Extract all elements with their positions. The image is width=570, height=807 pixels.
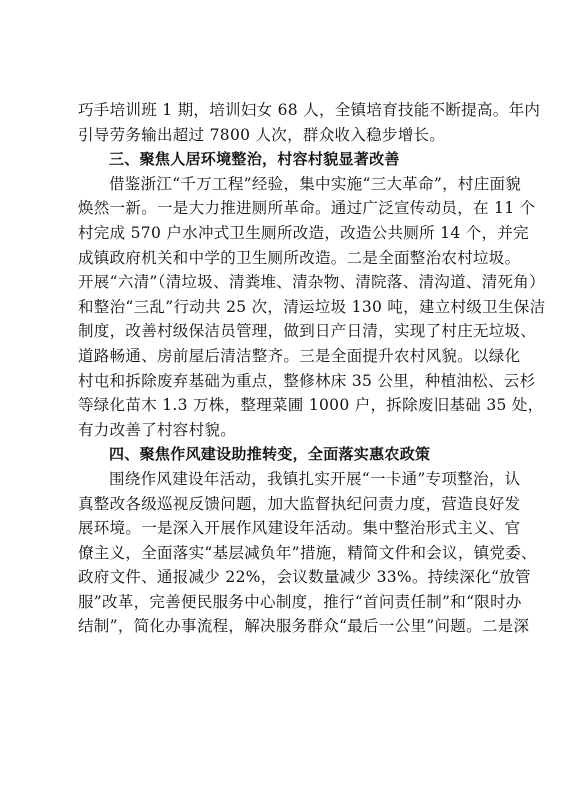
section-heading: 三、聚焦人居环境整治，村容村貌显著改善	[109, 150, 400, 169]
paragraph-line: 有力改善了村容村貌。	[78, 420, 237, 439]
paragraph-line: 服”改革，完善便民服务中心制度，推行“首问责任制”和“限时办	[78, 592, 522, 611]
paragraph-line: 展环境。一是深入开展作风建设年活动。集中整治形式主义、官	[78, 519, 521, 538]
paragraph-line: 道路畅通、房前屋后清洁整齐。三是全面提升农村风貌。以绿化	[78, 346, 521, 365]
paragraph-first-line: 借鉴浙江“千万工程”经验，集中实施“三大革命”，村庄面貌	[109, 174, 522, 193]
paragraph-line: 开展“六清”（清垃圾、清粪堆、清杂物、清院落、清沟道、清死角）	[78, 273, 545, 292]
paragraph-first-line: 围绕作风建设年活动，我镇扎实开展“一卡通”专项整治，认	[109, 469, 521, 488]
paragraph-line: 村完成 570 户水冲式卫生厕所改造，改造公共厕所 14 个，并完	[78, 223, 529, 242]
paragraph-line: 和整治“三乱”行动共 25 次，清运垃圾 130 吨，建立村级卫生保洁	[78, 297, 546, 316]
paragraph-line: 僚主义，全面落实“基层减负年”措施，精简文件和会议，镇党委、	[78, 543, 537, 562]
paragraph-line: 等绿化苗木 1.3 万株，整理菜圃 1000 户，拆除废旧基础 35 处，	[78, 396, 544, 415]
paragraph-line: 村屯和拆除废弃基础为重点，整修林床 35 公里，种植油松、云杉	[78, 371, 536, 390]
paragraph-line: 结制”，简化办事流程，解决服务群众“最后一公里”问题。二是深	[78, 617, 530, 636]
paragraph-line: 巧手培训班 1 期，培训妇女 68 人，全镇培育技能不断提高。年内	[78, 101, 541, 119]
paragraph-line: 引导劳务输出超过 7800 人次，群众收入稳步增长。	[78, 125, 446, 144]
paragraph-line: 政府文件、通报减少 22%，会议数量减少 33%。持续深化“放管	[78, 568, 531, 587]
document-body	[78, 98, 546, 639]
paragraph-line: 制度，改善村级保洁员管理，做到日产日清，实现了村庄无垃圾、	[78, 322, 537, 341]
paragraph-line: 焕然一新。一是大力推进厕所革命。通过广泛宣传动员，在 11 个	[78, 199, 536, 218]
paragraph-line: 真整改各级巡视反馈问题，加大监督执纪问责力度，营造良好发	[78, 494, 521, 513]
section-heading: 四、聚焦作风建设助推转变，全面落实惠农政策	[109, 445, 431, 464]
paragraph-line: 成镇政府机关和中学的卫生厕所改造。二是全面整治农村垃圾。	[78, 248, 521, 267]
